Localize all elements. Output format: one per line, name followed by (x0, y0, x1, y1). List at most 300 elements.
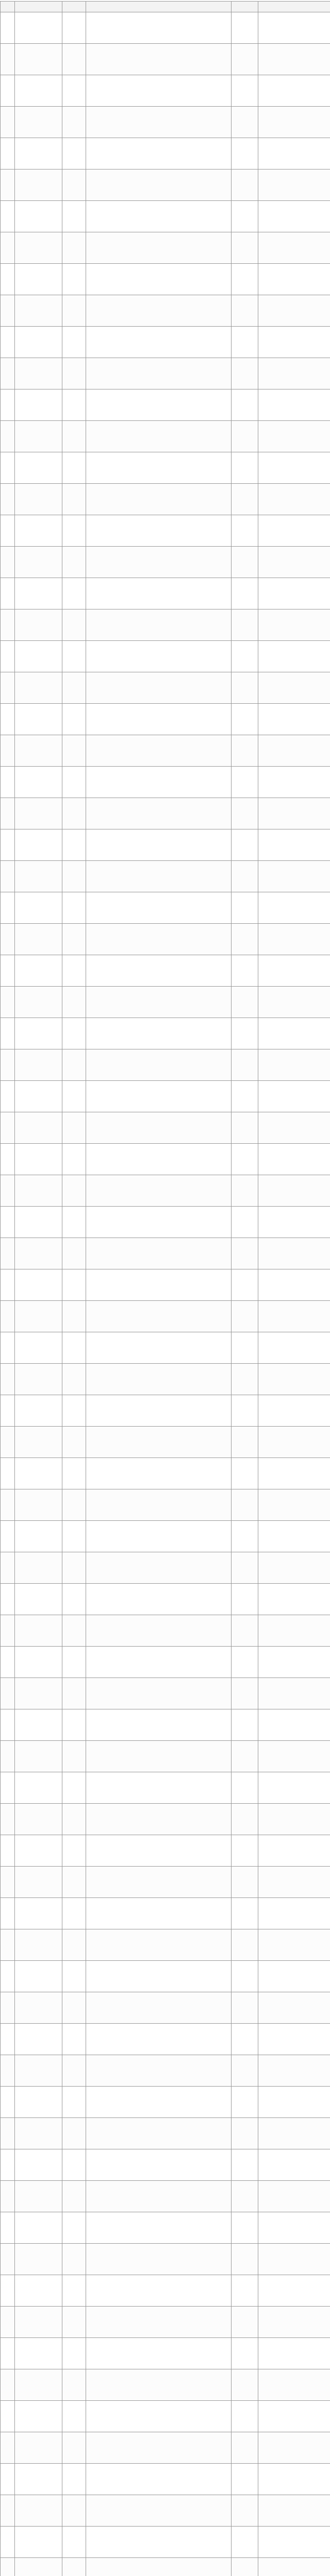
cell-note (258, 2024, 330, 2055)
cell-date (62, 955, 86, 987)
cell-certificate (232, 735, 258, 767)
cell-enterprise (15, 641, 62, 672)
table-row (1, 1804, 330, 1835)
cell-date (62, 1772, 86, 1804)
cell-enterprise (15, 2118, 62, 2149)
cell-province (1, 2338, 15, 2369)
cell-province (1, 1867, 15, 1898)
cell-note (258, 1584, 330, 1615)
cell-province (1, 1584, 15, 1615)
table-row (1, 704, 330, 735)
cell-enterprise (15, 1804, 62, 1835)
cell-certificate (232, 924, 258, 955)
table-row (1, 327, 330, 358)
cell-note (258, 2432, 330, 2464)
cell-enterprise (15, 892, 62, 924)
cell-reason (86, 421, 232, 452)
cell-reason (86, 2118, 232, 2149)
cell-note (258, 2181, 330, 2212)
cell-note (258, 1898, 330, 1929)
cell-enterprise (15, 924, 62, 955)
cell-note (258, 1238, 330, 1269)
table-row (1, 1489, 330, 1521)
cell-certificate (232, 1395, 258, 1427)
cell-certificate (232, 672, 258, 704)
cell-note (258, 44, 330, 75)
cell-province (1, 924, 15, 955)
table-row (1, 1458, 330, 1489)
cell-certificate (232, 1741, 258, 1772)
table-row (1, 641, 330, 672)
cell-province (1, 1615, 15, 1647)
cell-enterprise (15, 1772, 62, 1804)
cell-province (1, 1647, 15, 1678)
cell-certificate (232, 1647, 258, 1678)
cell-province (1, 829, 15, 861)
cell-note (258, 1804, 330, 1835)
cell-note (258, 107, 330, 138)
table-row (1, 2558, 330, 2576)
cell-enterprise (15, 421, 62, 452)
cell-province (1, 798, 15, 829)
cell-reason (86, 2181, 232, 2212)
table-row (1, 1709, 330, 1741)
cell-province (1, 1804, 15, 1835)
cell-province (1, 1332, 15, 1364)
cell-enterprise (15, 389, 62, 421)
cell-province (1, 1301, 15, 1332)
cell-note (258, 987, 330, 1018)
cell-reason (86, 1018, 232, 1049)
cell-certificate (232, 704, 258, 735)
cell-certificate (232, 12, 258, 44)
cell-certificate (232, 2149, 258, 2181)
cell-reason (86, 2244, 232, 2275)
header-row (1, 2, 330, 12)
cell-note (258, 735, 330, 767)
cell-province (1, 2244, 15, 2275)
cell-province (1, 295, 15, 327)
cell-enterprise (15, 2181, 62, 2212)
table-row (1, 1018, 330, 1049)
table-row (1, 892, 330, 924)
cell-reason (86, 295, 232, 327)
cell-reason (86, 829, 232, 861)
table-row (1, 1144, 330, 1175)
cell-certificate (232, 484, 258, 515)
cell-certificate (232, 2055, 258, 2087)
cell-date (62, 2464, 86, 2495)
cell-note (258, 2527, 330, 2558)
cell-date (62, 2338, 86, 2369)
table-row (1, 170, 330, 201)
cell-enterprise (15, 1112, 62, 1144)
cell-certificate (232, 1835, 258, 1867)
cell-enterprise (15, 1018, 62, 1049)
cell-note (258, 295, 330, 327)
cell-note (258, 2212, 330, 2244)
cell-note (258, 829, 330, 861)
cell-certificate (232, 1332, 258, 1364)
table-row (1, 829, 330, 861)
header-cell-certificate (232, 2, 258, 12)
cell-date (62, 798, 86, 829)
cell-certificate (232, 1929, 258, 1961)
cell-province (1, 1458, 15, 1489)
cell-reason (86, 201, 232, 232)
cell-date (62, 1961, 86, 1992)
cell-date (62, 2149, 86, 2181)
cell-certificate (232, 1992, 258, 2024)
cell-reason (86, 2212, 232, 2244)
table-row (1, 2212, 330, 2244)
table-row (1, 2024, 330, 2055)
cell-date (62, 767, 86, 798)
table-row (1, 2275, 330, 2307)
cell-reason (86, 1238, 232, 1269)
cell-date (62, 358, 86, 389)
cell-reason (86, 672, 232, 704)
cell-note (258, 327, 330, 358)
cell-note (258, 1175, 330, 1207)
cell-date (62, 2369, 86, 2401)
cell-enterprise (15, 609, 62, 641)
cell-province (1, 201, 15, 232)
cell-date (62, 1269, 86, 1301)
cell-enterprise (15, 201, 62, 232)
cell-reason (86, 232, 232, 264)
cell-date (62, 609, 86, 641)
table-row (1, 798, 330, 829)
cell-date (62, 1929, 86, 1961)
cell-date (62, 861, 86, 892)
cell-note (258, 1364, 330, 1395)
cell-date (62, 1175, 86, 1207)
cell-reason (86, 1961, 232, 1992)
cell-enterprise (15, 987, 62, 1018)
cell-enterprise (15, 1332, 62, 1364)
cell-reason (86, 170, 232, 201)
cell-certificate (232, 1112, 258, 1144)
cell-note (258, 201, 330, 232)
cell-reason (86, 12, 232, 44)
cell-note (258, 578, 330, 609)
table-row (1, 1427, 330, 1458)
cell-date (62, 2118, 86, 2149)
cell-reason (86, 484, 232, 515)
cell-certificate (232, 2495, 258, 2527)
cell-date (62, 2181, 86, 2212)
table-row (1, 484, 330, 515)
cell-certificate (232, 1458, 258, 1489)
cell-reason (86, 2338, 232, 2369)
table-row (1, 1175, 330, 1207)
cell-note (258, 1207, 330, 1238)
cell-note (258, 767, 330, 798)
cell-enterprise (15, 1395, 62, 1427)
cell-note (258, 264, 330, 295)
cell-certificate (232, 2024, 258, 2055)
cell-reason (86, 44, 232, 75)
table-row (1, 358, 330, 389)
cell-reason (86, 138, 232, 170)
table-row (1, 107, 330, 138)
cell-certificate (232, 2307, 258, 2338)
cell-enterprise (15, 138, 62, 170)
cell-date (62, 232, 86, 264)
cell-province (1, 1238, 15, 1269)
cell-enterprise (15, 358, 62, 389)
cell-date (62, 1301, 86, 1332)
cell-note (258, 2149, 330, 2181)
cell-province (1, 1992, 15, 2024)
cell-certificate (232, 2087, 258, 2118)
cell-enterprise (15, 2212, 62, 2244)
cell-certificate (232, 1018, 258, 1049)
table-row (1, 1741, 330, 1772)
cell-reason (86, 1049, 232, 1081)
cell-date (62, 672, 86, 704)
cell-certificate (232, 2181, 258, 2212)
cell-note (258, 1112, 330, 1144)
cell-note (258, 138, 330, 170)
cell-date (62, 1081, 86, 1112)
cell-date (62, 138, 86, 170)
cell-province (1, 138, 15, 170)
cell-date (62, 201, 86, 232)
cell-note (258, 452, 330, 484)
cell-note (258, 1992, 330, 2024)
cell-enterprise (15, 2338, 62, 2369)
cell-certificate (232, 1709, 258, 1741)
cell-enterprise (15, 798, 62, 829)
cell-province (1, 2464, 15, 2495)
cell-enterprise (15, 1647, 62, 1678)
table-row (1, 861, 330, 892)
cell-certificate (232, 295, 258, 327)
cell-province (1, 2495, 15, 2527)
cell-date (62, 1552, 86, 1584)
cell-note (258, 704, 330, 735)
cell-certificate (232, 547, 258, 578)
table-row (1, 2244, 330, 2275)
table-row (1, 547, 330, 578)
table-row (1, 1615, 330, 1647)
cell-reason (86, 2401, 232, 2432)
cell-reason (86, 547, 232, 578)
cell-note (258, 421, 330, 452)
cell-date (62, 641, 86, 672)
cell-certificate (232, 44, 258, 75)
cell-date (62, 2244, 86, 2275)
cell-certificate (232, 1584, 258, 1615)
table-row (1, 2527, 330, 2558)
cell-certificate (232, 1804, 258, 1835)
cell-note (258, 2558, 330, 2576)
cell-certificate (232, 955, 258, 987)
cell-enterprise (15, 1709, 62, 1741)
cell-date (62, 1458, 86, 1489)
cell-note (258, 641, 330, 672)
cell-certificate (232, 232, 258, 264)
cell-province (1, 1521, 15, 1552)
cell-reason (86, 1364, 232, 1395)
cell-reason (86, 1772, 232, 1804)
cell-province (1, 421, 15, 452)
cell-enterprise (15, 1867, 62, 1898)
cell-province (1, 515, 15, 547)
cell-enterprise (15, 2558, 62, 2576)
cell-date (62, 547, 86, 578)
cell-note (258, 1144, 330, 1175)
cell-certificate (232, 2244, 258, 2275)
cell-reason (86, 609, 232, 641)
cell-province (1, 75, 15, 107)
cell-enterprise (15, 1301, 62, 1332)
cell-date (62, 735, 86, 767)
cell-note (258, 2338, 330, 2369)
cell-note (258, 861, 330, 892)
cell-reason (86, 1552, 232, 1584)
cell-date (62, 2527, 86, 2558)
cell-province (1, 1081, 15, 1112)
cell-province (1, 672, 15, 704)
cell-note (258, 484, 330, 515)
table-row (1, 2118, 330, 2149)
cell-date (62, 2401, 86, 2432)
cell-enterprise (15, 264, 62, 295)
table-row (1, 1929, 330, 1961)
cell-enterprise (15, 1584, 62, 1615)
cell-certificate (232, 767, 258, 798)
cell-certificate (232, 138, 258, 170)
table-row (1, 1678, 330, 1709)
table-row (1, 12, 330, 44)
header-cell-note (258, 2, 330, 12)
cell-date (62, 2307, 86, 2338)
cell-certificate (232, 452, 258, 484)
cell-note (258, 1552, 330, 1584)
cell-province (1, 2558, 15, 2576)
cell-note (258, 1772, 330, 1804)
cell-province (1, 1207, 15, 1238)
cell-certificate (232, 327, 258, 358)
cell-reason (86, 1144, 232, 1175)
cell-certificate (232, 1898, 258, 1929)
cell-note (258, 1081, 330, 1112)
cell-date (62, 987, 86, 1018)
cell-note (258, 1615, 330, 1647)
cell-certificate (232, 1049, 258, 1081)
cell-certificate (232, 1521, 258, 1552)
cell-date (62, 1049, 86, 1081)
cell-reason (86, 1647, 232, 1678)
cell-province (1, 1269, 15, 1301)
cell-province (1, 2401, 15, 2432)
cell-note (258, 1395, 330, 1427)
cell-enterprise (15, 2024, 62, 2055)
table-row (1, 2401, 330, 2432)
cell-note (258, 2464, 330, 2495)
cell-reason (86, 107, 232, 138)
cell-reason (86, 1929, 232, 1961)
cell-certificate (232, 1207, 258, 1238)
cell-reason (86, 1584, 232, 1615)
cell-reason (86, 1207, 232, 1238)
cell-reason (86, 892, 232, 924)
cell-date (62, 892, 86, 924)
cell-enterprise (15, 2401, 62, 2432)
cell-certificate (232, 1081, 258, 1112)
cell-note (258, 1835, 330, 1867)
cell-enterprise (15, 295, 62, 327)
cell-reason (86, 1175, 232, 1207)
cell-reason (86, 1898, 232, 1929)
table-row (1, 452, 330, 484)
cell-enterprise (15, 12, 62, 44)
cell-reason (86, 1489, 232, 1521)
cell-date (62, 1112, 86, 1144)
cell-reason (86, 1112, 232, 1144)
cell-certificate (232, 515, 258, 547)
cell-certificate (232, 2118, 258, 2149)
cell-date (62, 1489, 86, 1521)
cell-enterprise (15, 547, 62, 578)
cell-province (1, 1112, 15, 1144)
cell-enterprise (15, 1898, 62, 1929)
cell-date (62, 1992, 86, 2024)
cell-certificate (232, 798, 258, 829)
table-row (1, 1269, 330, 1301)
cell-enterprise (15, 1081, 62, 1112)
cell-reason (86, 1867, 232, 1898)
table-row (1, 1112, 330, 1144)
cell-province (1, 2369, 15, 2401)
table-row (1, 1395, 330, 1427)
cell-date (62, 170, 86, 201)
cell-note (258, 2401, 330, 2432)
cell-reason (86, 2432, 232, 2464)
cell-note (258, 609, 330, 641)
cell-province (1, 264, 15, 295)
cell-date (62, 1207, 86, 1238)
cell-enterprise (15, 2527, 62, 2558)
cell-enterprise (15, 1992, 62, 2024)
cell-reason (86, 327, 232, 358)
table-row (1, 1898, 330, 1929)
cell-reason (86, 358, 232, 389)
cell-certificate (232, 829, 258, 861)
cell-enterprise (15, 1521, 62, 1552)
cell-reason (86, 1835, 232, 1867)
cell-reason (86, 264, 232, 295)
cell-certificate (232, 1269, 258, 1301)
table-row (1, 1207, 330, 1238)
cell-date (62, 1018, 86, 1049)
cell-reason (86, 924, 232, 955)
cell-province (1, 1175, 15, 1207)
cell-province (1, 2055, 15, 2087)
cell-province (1, 578, 15, 609)
cell-enterprise (15, 861, 62, 892)
cell-certificate (232, 892, 258, 924)
cell-province (1, 1929, 15, 1961)
cell-province (1, 1835, 15, 1867)
cell-date (62, 1709, 86, 1741)
cell-certificate (232, 2212, 258, 2244)
cell-date (62, 1678, 86, 1709)
cell-date (62, 1835, 86, 1867)
